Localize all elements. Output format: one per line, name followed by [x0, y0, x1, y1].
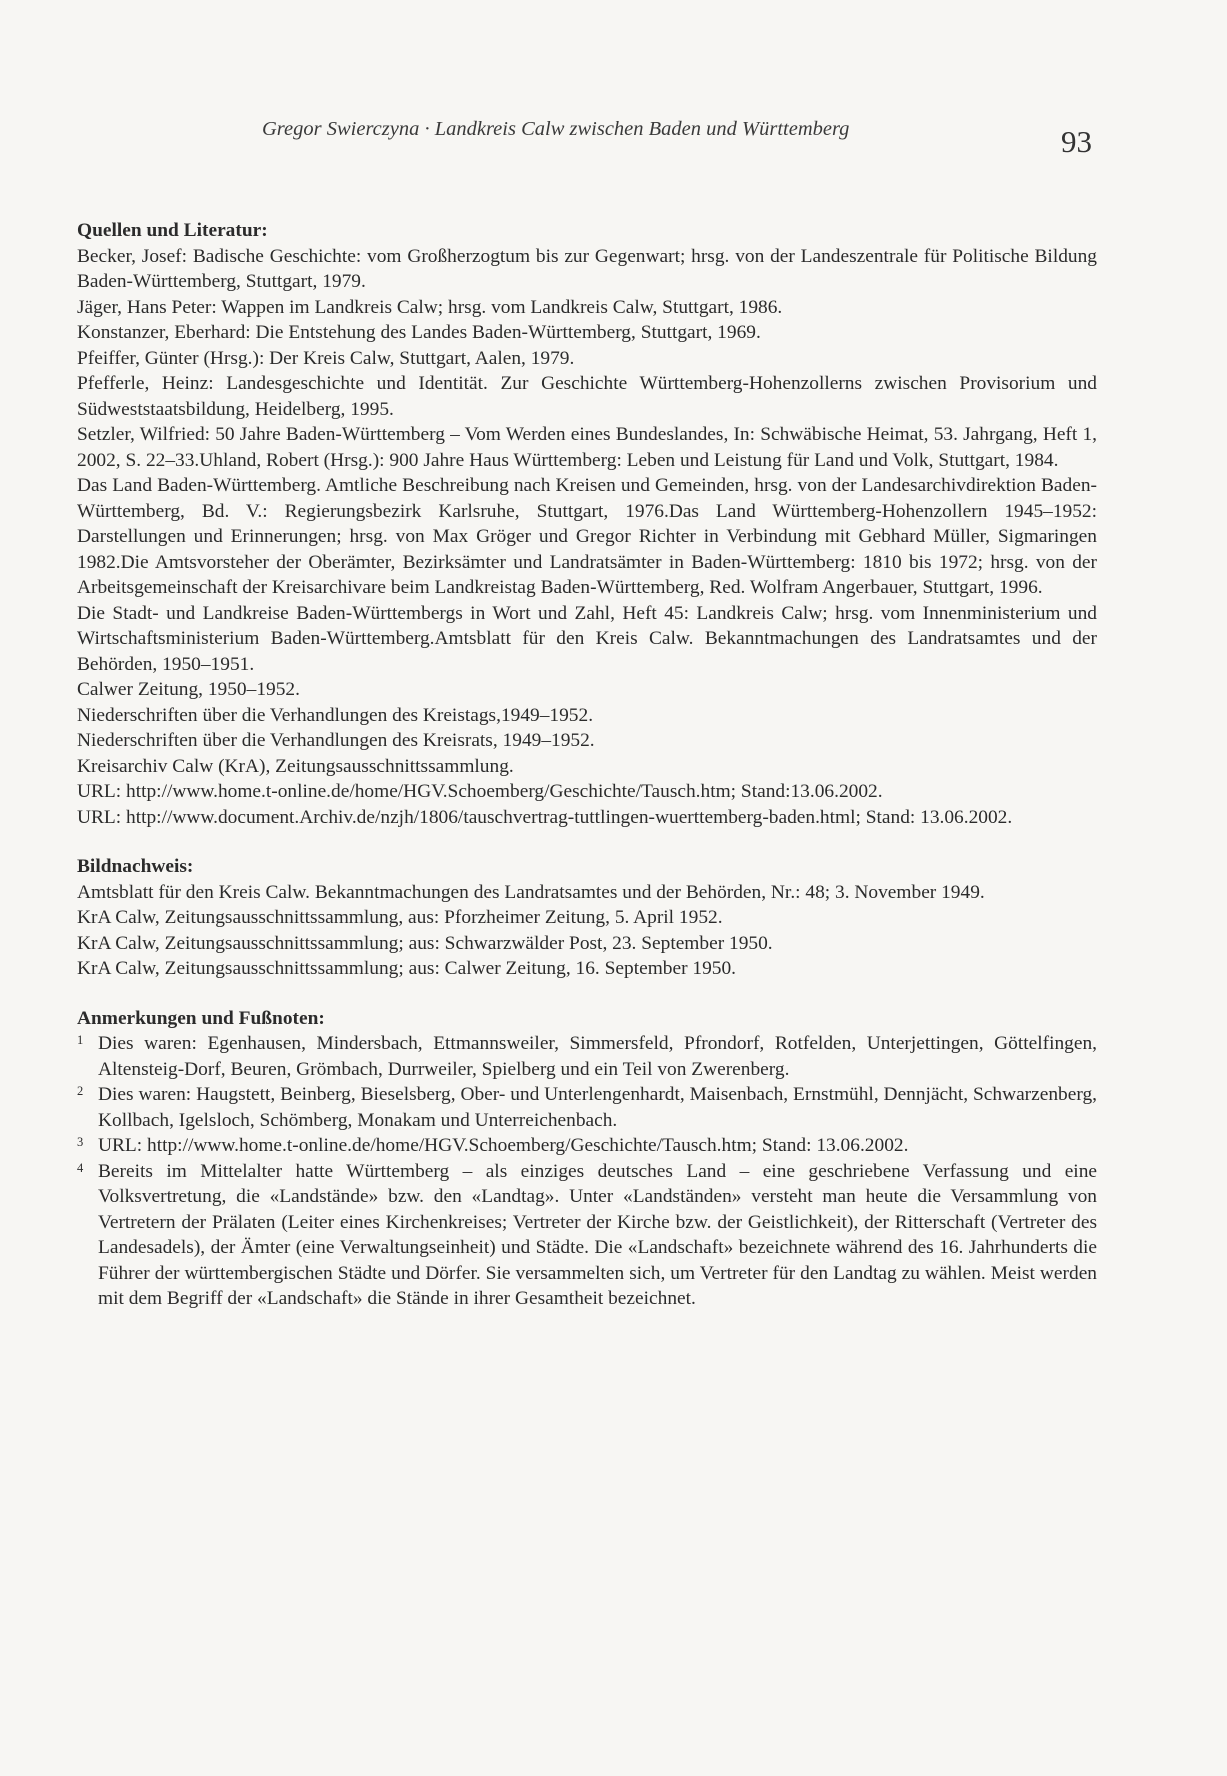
source-entry: Pfeiffer, Günter (Hrsg.): Der Kreis Calw, Stuttgart, Aalen, 1979.: [77, 347, 575, 369]
footnote-number: 2: [77, 1084, 84, 1098]
source-entry: Niederschriften über die Verhandlungen des Kreistags,1949–1952.: [77, 704, 594, 726]
running-head: [262, 118, 1092, 141]
source-entry: URL: http://www.document.Archiv.de/nzjh/1806/tauschvertrag-tuttlingen-wuerttemberg-baden.html; Stand: 13.06.2002.: [77, 806, 1013, 828]
source-entry: Jäger, Hans Peter: Wappen im Landkreis Calw; hrsg. vom Landkreis Calw, Stuttgart, 1986.: [77, 296, 783, 318]
source-entry: Becker, Josef: Badische Geschichte: vom Großherzogtum bis zur Gegenwart; hrsg. von der Landeszentrale für Politische Bildung Baden-Württemberg, Stuttgart, 1979.: [77, 245, 1097, 292]
footnote-text: Bereits im Mittelalter hatte Württemberg – als einziges deutsches Land – eine geschriebene Verfassung und eine Volksvertretung, die «Landstände» bzw. den «Landtag». Unter «Landständen» versteht man heute die Versammlung von Vertretern der Prälaten (Leiter eines Kirchenkreises; Vertreter der Kirche bzw. der Geistlichkeit), der Ritterschaft (Vertreter des Landesadels), der Ämter (eine Verwaltungseinheit) und Städte. Die «Landschaft» bezeichnete während des 16. Jahrhunderts die Führer der württembergischen Städte und Dörfer. Sie versammelten sich, um Vertreter für den Landtag zu wählen. Meist werden mit dem Begriff der «Landschaft» die Stände in ihrer Gesamtheit bezeichnet.: [98, 1160, 1097, 1309]
footnote: [77, 1082, 1097, 1133]
images-section: [77, 854, 1097, 982]
footnote-text: Dies waren: Haugstett, Beinberg, Bieselsberg, Ober- und Unterlengenhardt, Maisenbach, Ernstmühl, Dennjächt, Schwarzenberg, Kollbach, Igelsloch, Schömberg, Monakam und Unterreichenbach.: [98, 1084, 1097, 1131]
footnote: [77, 1133, 1097, 1159]
notes-section: [77, 1006, 1097, 1312]
images-heading: Bildnachweis:: [77, 856, 194, 877]
footnote-text: URL: http://www.home.t-online.de/home/HGV.Schoemberg/Geschichte/Tausch.htm; Stand: 13.06.2002.: [98, 1135, 909, 1156]
source-entry: Das Land Baden-Württemberg. Amtliche Beschreibung nach Kreisen und Gemeinden, hrsg. von der Landesarchivdirektion Baden-Württemberg, Bd. V.: Regierungsbezirk Karlsruhe, Stuttgart, 1976.Das Land Württemberg-Hohenzollern 1945–1952: Darstellungen und Erinnerungen; hrsg. von Max Gröger und Gregor Richter in Verbindung mit Gebhard Müller, Sigmaringen 1982.Die Amtsvorsteher der Oberämter, Bezirksämter und Landratsämter in Baden-Württemberg: 1810 bis 1972; hrsg. von der Arbeitsgemeinschaft der Kreisarchivare beim Landkreistag Baden-Württemberg, Red. Wolfram Angerbauer, Stuttgart, 1996.: [77, 475, 1097, 598]
source-entry: Die Stadt- und Landkreise Baden-Württembergs in Wort und Zahl, Heft 45: Landkreis Calw; hrsg. vom Innenministerium und Wirtschaftsministerium Baden-Württemberg.Amtsblatt für den Kreis Calw. Bekanntmachungen des Landratsamtes und der Behörden, 1950–1951.: [77, 602, 1097, 675]
footnote-number: 3: [77, 1135, 84, 1149]
image-credit-entry: Amtsblatt für den Kreis Calw. Bekanntmachungen des Landratsamtes und der Behörden, Nr.: 48; 3. November 1949.: [77, 881, 985, 903]
source-entry: URL: http://www.home.t-online.de/home/HGV.Schoemberg/Geschichte/Tausch.htm; Stand:13.06.2002.: [77, 781, 883, 802]
source-entry: Pfefferle, Heinz: Landesgeschichte und Identität. Zur Geschichte Württemberg-Hohenzollerns zwischen Provisorium und Südweststaatsbildung, Heidelberg, 1995.: [77, 373, 1097, 420]
image-credit-entry: KrA Calw, Zeitungsausschnittssammlung; aus: Calwer Zeitung, 16. September 1950.: [77, 958, 737, 979]
source-entry: Kreisarchiv Calw (KrA), Zeitungsausschnittssammlung.: [77, 755, 514, 777]
header-author: Gregor Swierczyna: [262, 118, 420, 140]
notes-heading: Anmerkungen und Fußnoten:: [77, 1007, 325, 1029]
image-credit-entry: KrA Calw, Zeitungsausschnittssammlung; aus: Schwarzwälder Post, 23. September 1950.: [77, 932, 773, 954]
footnote-number: 4: [77, 1160, 84, 1175]
source-entry: Calwer Zeitung, 1950–1952.: [77, 679, 300, 700]
header-separator: ·: [419, 118, 435, 140]
header-title: Landkreis Calw zwischen Baden und Württemberg: [434, 118, 850, 140]
page-number: 93: [1061, 124, 1092, 159]
sources-section: [77, 218, 1097, 830]
footnote-text: Dies waren: Egenhausen, Mindersbach, Ettmannsweiler, Simmersfeld, Pfrondorf, Rotfelden, Unterjettingen, Göttelfingen, Altensteig-Dorf, Beuren, Grömbach, Durrweiler, Spielberg und ein Teil von Zwerenberg.: [98, 1033, 1097, 1080]
content: [77, 218, 1097, 1336]
source-entry: Konstanzer, Eberhard: Die Entstehung des Landes Baden-Württemberg, Stuttgart, 1969.: [77, 322, 761, 343]
footnote-number: 1: [77, 1033, 84, 1047]
source-entry: Setzler, Wilfried: 50 Jahre Baden-Württemberg – Vom Werden eines Bundeslandes, In: Schwäbische Heimat, 53. Jahrgang, Heft 1, 2002, S. 22–33.Uhland, Robert (Hrsg.): 900 Jahre Haus Württemberg: Leben und Leistung für Land und Volk, Stuttgart, 1984.: [77, 424, 1097, 471]
footnote: [77, 1031, 1097, 1082]
image-credit-entry: KrA Calw, Zeitungsausschnittssammlung, aus: Pforzheimer Zeitung, 5. April 1952.: [77, 907, 723, 928]
source-entry: Niederschriften über die Verhandlungen des Kreisrats, 1949–1952.: [77, 730, 595, 751]
footnote: [77, 1159, 1097, 1312]
sources-heading: Quellen und Literatur:: [77, 220, 268, 241]
